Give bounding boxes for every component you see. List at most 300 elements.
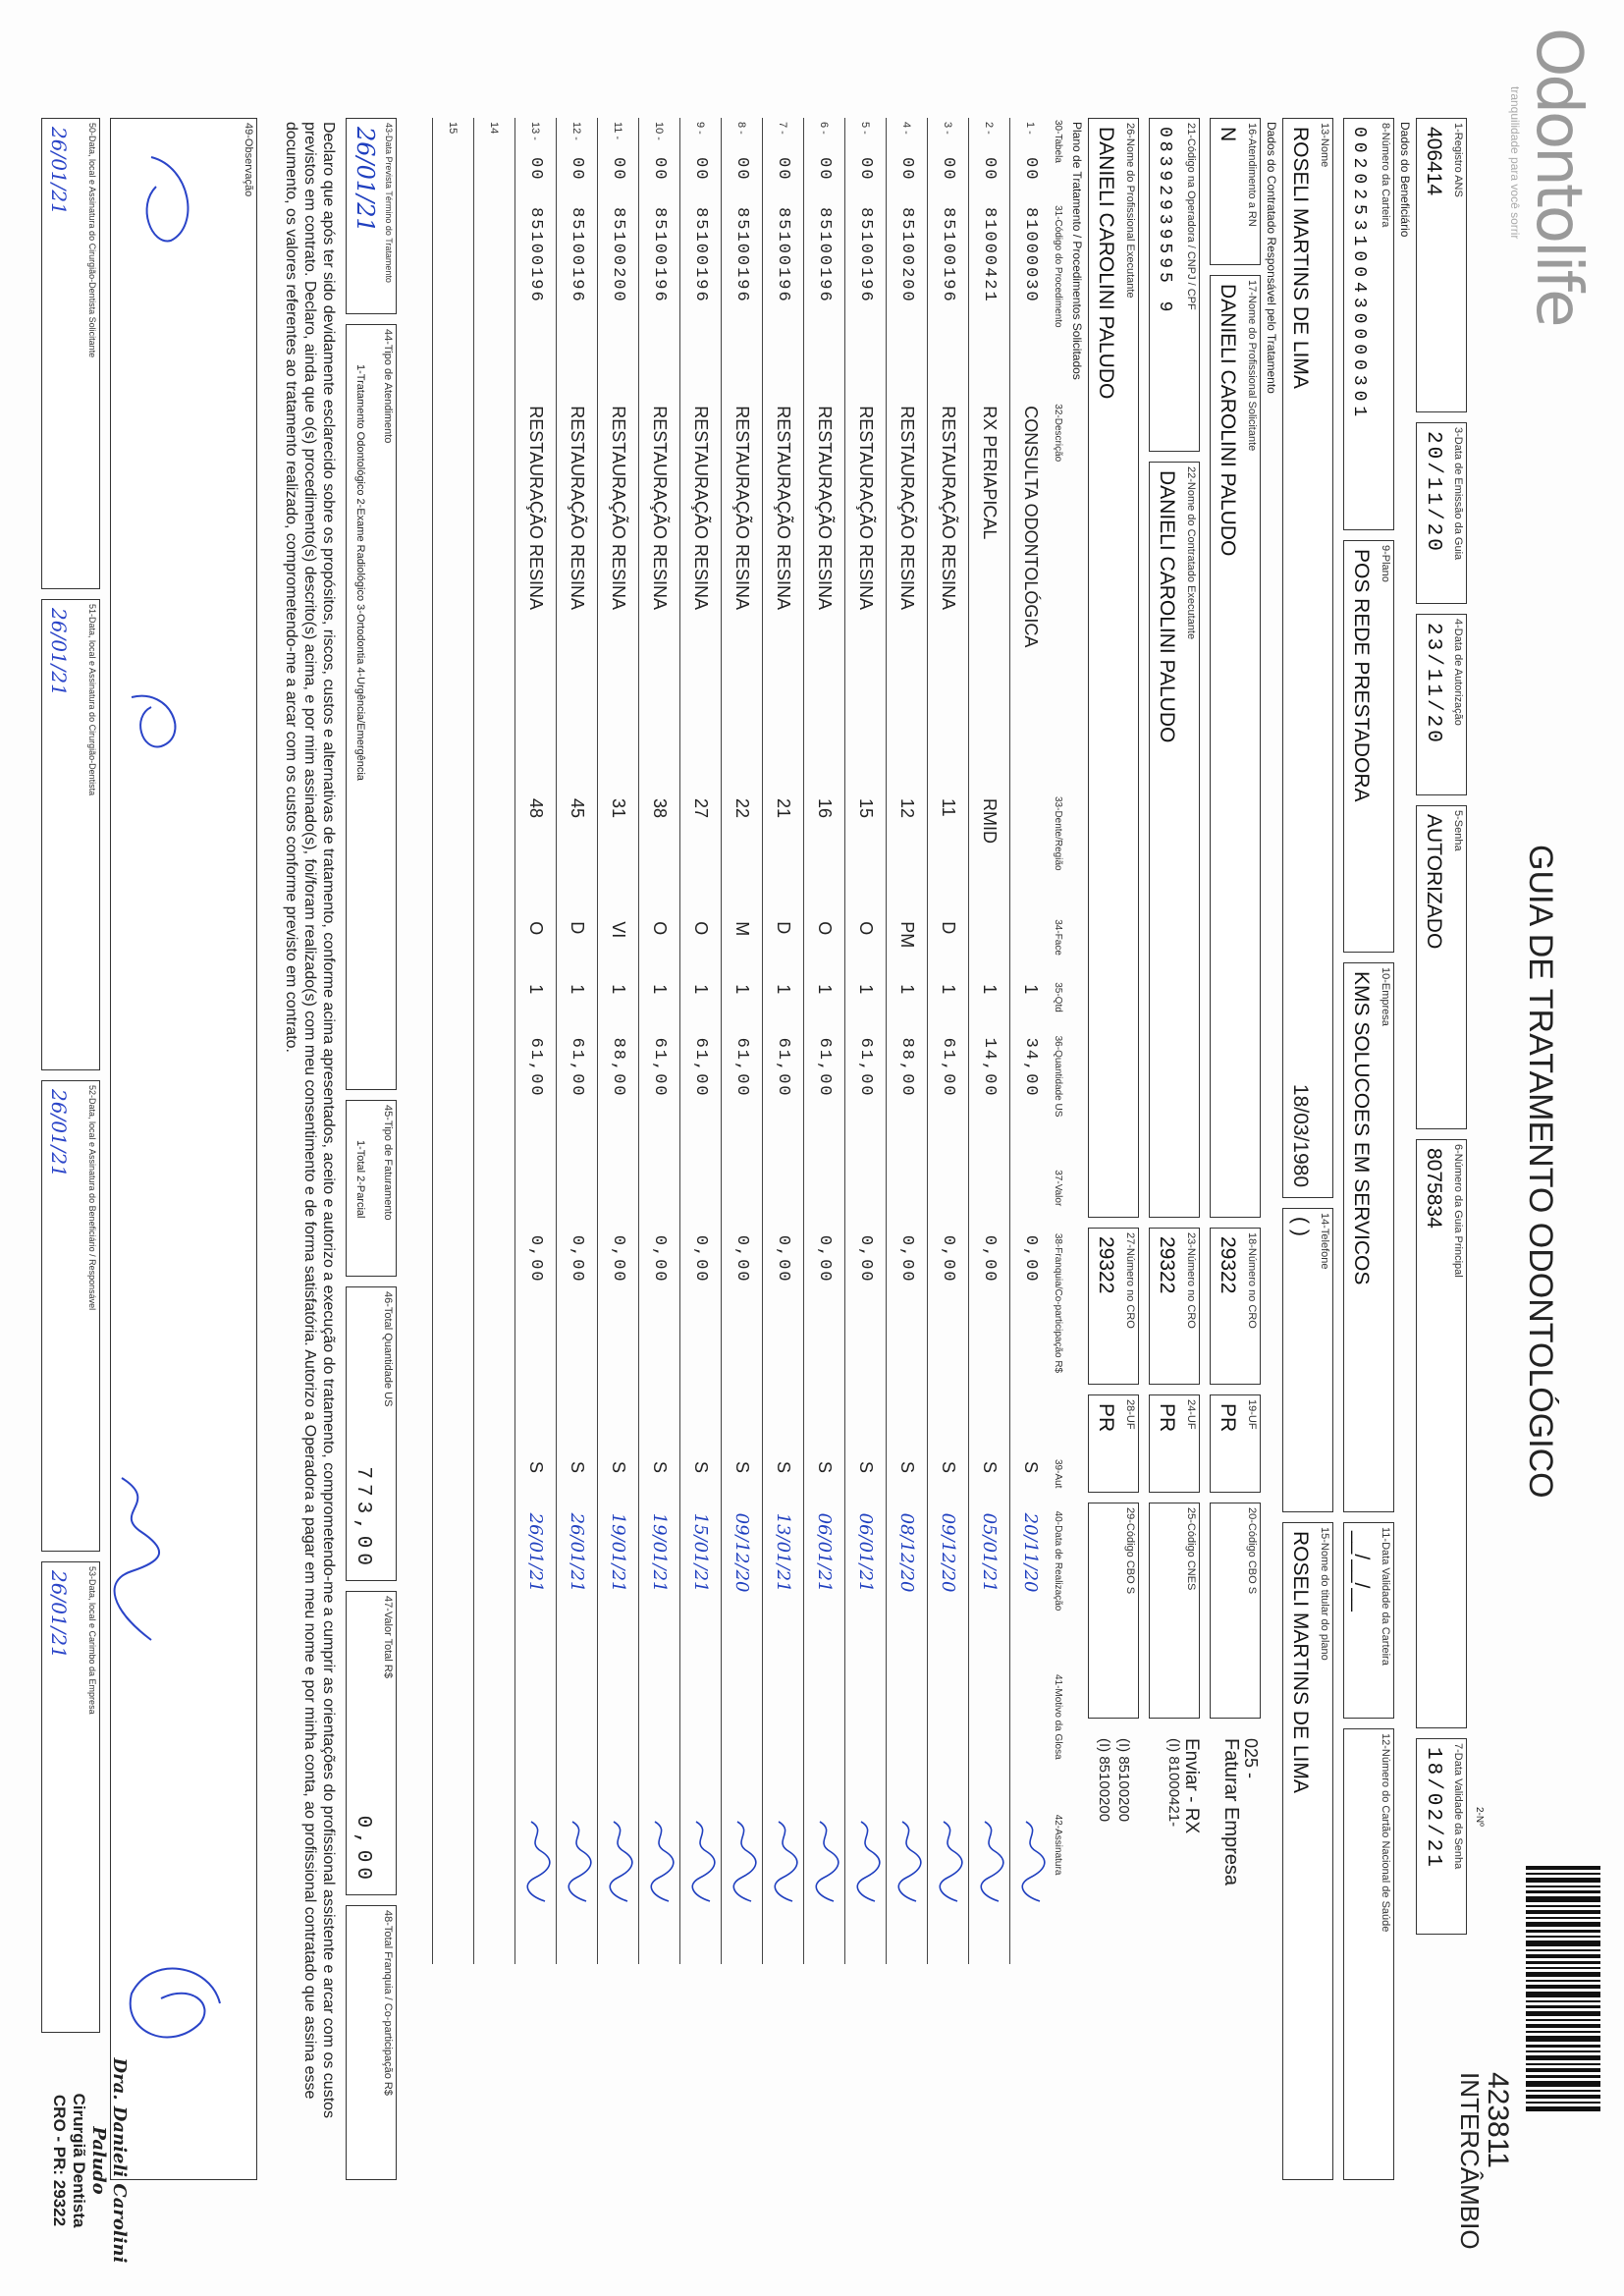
cell-us: 88,00 bbox=[598, 1034, 639, 1169]
field-valor-total[interactable]: 47-Valor Total R$ 0,00 bbox=[346, 1591, 397, 1895]
cell-aut: S bbox=[680, 1457, 722, 1509]
cell-descricao: RESTAURAÇÃO RESINA bbox=[515, 402, 557, 794]
stamp-name: Dra. Danieli Carolini Paludo bbox=[88, 2057, 130, 2264]
cell-face: VI bbox=[598, 917, 639, 980]
cell-descricao: RESTAURAÇÃO RESINA bbox=[639, 402, 680, 794]
cell-valor bbox=[969, 1168, 1010, 1231]
cell-descricao: RESTAURAÇÃO RESINA bbox=[722, 402, 763, 794]
cell-data: 09/12/20 bbox=[722, 1509, 763, 1672]
sig-box-50[interactable]: 50-Data, local e Assinatura do Cirurgião-Dentista Solicitante 26/01/21 bbox=[41, 118, 100, 589]
row-number: 13 - bbox=[515, 118, 557, 153]
row-signature-scribble bbox=[606, 1817, 635, 1905]
cell-descricao: RESTAURAÇÃO RESINA bbox=[928, 402, 969, 794]
row-number: 10 - bbox=[639, 118, 680, 153]
field-guia-principal[interactable]: 6-Número da Guia Principal 8075834 bbox=[1416, 1139, 1467, 1728]
row-signature-scribble bbox=[523, 1817, 553, 1905]
cell-data: 09/12/20 bbox=[928, 1509, 969, 1672]
sig-box-52[interactable]: 52-Data, local e Assinatura do Beneficiário / Responsável 26/01/21 bbox=[41, 1080, 100, 1552]
field-data-autorizacao[interactable]: 4-Data de Autorização 23/11/20 bbox=[1416, 614, 1467, 795]
cell-valor bbox=[639, 1168, 680, 1231]
cell-aut bbox=[474, 1457, 515, 1509]
cell-data: 06/01/21 bbox=[804, 1509, 845, 1672]
cell-franquia: 0,00 bbox=[887, 1231, 928, 1457]
cell-face: D bbox=[557, 917, 598, 980]
cell-aut: S bbox=[887, 1457, 928, 1509]
table-row[interactable] bbox=[845, 118, 887, 1964]
cell-dente: RMID bbox=[969, 794, 1010, 917]
cell-aut: S bbox=[845, 1457, 887, 1509]
cell-data: 06/01/21 bbox=[845, 1509, 887, 1672]
cell-face: O bbox=[804, 917, 845, 980]
cell-data: 19/01/21 bbox=[639, 1509, 680, 1672]
cell-franquia: 0,00 bbox=[1010, 1231, 1052, 1457]
row-signature-scribble bbox=[730, 1817, 759, 1905]
cell-dente bbox=[1010, 794, 1052, 917]
cell-qtd: 1 bbox=[598, 980, 639, 1033]
cell-valor bbox=[474, 1168, 515, 1231]
barcode bbox=[1526, 1866, 1600, 2111]
cell-data: 08/12/20 bbox=[887, 1509, 928, 1672]
cell-franquia: 0,00 bbox=[639, 1231, 680, 1457]
col-glosa: 41-Motivo da Glosa bbox=[1053, 1673, 1064, 1760]
cell-franquia: 0,00 bbox=[969, 1231, 1010, 1457]
cell-franquia: 0,00 bbox=[928, 1231, 969, 1457]
cell-tabela: 00 bbox=[887, 153, 928, 203]
row-number: 9 - bbox=[680, 118, 722, 153]
cell-data: 15/01/21 bbox=[680, 1509, 722, 1672]
table-row[interactable] bbox=[474, 118, 515, 1964]
cell-glosa bbox=[928, 1672, 969, 1813]
cell-codigo: 85100196 bbox=[680, 203, 722, 402]
cell-codigo: 85100196 bbox=[722, 203, 763, 402]
cell-glosa bbox=[515, 1672, 557, 1813]
cell-assinatura bbox=[639, 1813, 680, 1964]
cell-face: O bbox=[639, 917, 680, 980]
col-tabela: 30-Tabela bbox=[1053, 120, 1064, 163]
row-number: 14 bbox=[474, 118, 515, 153]
cell-glosa bbox=[887, 1672, 928, 1813]
field-codigo-operadora[interactable]: 21-Código na Operadora / CNPJ / CPF 08392939595 9 bbox=[1149, 118, 1200, 452]
cell-us bbox=[474, 1034, 515, 1169]
cell-dente: 12 bbox=[887, 794, 928, 917]
cell-glosa bbox=[433, 1672, 474, 1813]
cell-descricao: RESTAURAÇÃO RESINA bbox=[680, 402, 722, 794]
signature-scribble-3 bbox=[112, 678, 200, 766]
procedures-table bbox=[432, 118, 1066, 1964]
table-row[interactable] bbox=[1010, 118, 1052, 1964]
table-row[interactable] bbox=[722, 118, 763, 1964]
field-cbo-29[interactable]: 29-Código CBO S bbox=[1088, 1503, 1139, 1719]
cell-glosa bbox=[1010, 1672, 1052, 1813]
table-row[interactable] bbox=[598, 118, 639, 1964]
cell-franquia: 0,00 bbox=[515, 1231, 557, 1457]
section-beneficiario: Dados do Beneficiário bbox=[1398, 122, 1412, 238]
cell-data: 13/01/21 bbox=[763, 1509, 804, 1672]
cell-franquia: 0,00 bbox=[680, 1231, 722, 1457]
row-signature-scribble bbox=[771, 1817, 800, 1905]
cell-valor bbox=[557, 1168, 598, 1231]
cell-codigo: 85100196 bbox=[639, 203, 680, 402]
cell-glosa bbox=[763, 1672, 804, 1813]
cell-us: 61,00 bbox=[763, 1034, 804, 1169]
field-nome[interactable]: 13-Nome ROSELI MARTINS DE LIMA 18/03/1980 bbox=[1282, 118, 1333, 1198]
cell-aut: S bbox=[639, 1457, 680, 1509]
cell-assinatura bbox=[515, 1813, 557, 1964]
field-cbo-20[interactable]: 20-Código CBO S bbox=[1210, 1503, 1261, 1719]
cell-face: O bbox=[680, 917, 722, 980]
cell-us: 61,00 bbox=[639, 1034, 680, 1169]
cell-franquia: 0,00 bbox=[722, 1231, 763, 1457]
section-procedimentos: Plano de Tratamento / Procedimentos Solicitados bbox=[1070, 122, 1084, 380]
row-number: 3 - bbox=[928, 118, 969, 153]
row-signature-scribble bbox=[853, 1817, 883, 1905]
cell-valor bbox=[1010, 1168, 1052, 1231]
cell-valor bbox=[722, 1168, 763, 1231]
cell-tabela: 00 bbox=[763, 153, 804, 203]
cell-assinatura bbox=[598, 1813, 639, 1964]
signature-scribble-4 bbox=[132, 147, 210, 255]
field-senha[interactable]: 5-Senha AUTORIZADO bbox=[1416, 805, 1467, 1129]
cell-descricao: RX PERIAPICAL bbox=[969, 402, 1010, 794]
field-profissional-solicitante[interactable]: 17-Nome do Profissional Solicitante DANIELI CAROLINI PALUDO bbox=[1210, 275, 1261, 1218]
procedures-header-row bbox=[1051, 118, 1066, 1964]
cell-codigo: 85100196 bbox=[928, 203, 969, 402]
cell-valor bbox=[804, 1168, 845, 1231]
cell-qtd: 1 bbox=[845, 980, 887, 1033]
row-signature-scribble bbox=[1018, 1817, 1048, 1905]
cell-data: 05/01/21 bbox=[969, 1509, 1010, 1672]
cell-dente: 16 bbox=[804, 794, 845, 917]
cell-qtd: 1 bbox=[680, 980, 722, 1033]
cell-tabela: 00 bbox=[804, 153, 845, 203]
cell-us: 61,00 bbox=[722, 1034, 763, 1169]
cell-assinatura bbox=[557, 1813, 598, 1964]
cell-dente: 27 bbox=[680, 794, 722, 917]
cell-us: 61,00 bbox=[515, 1034, 557, 1169]
cell-assinatura bbox=[928, 1813, 969, 1964]
col-dente: 33-Dente/Região bbox=[1053, 795, 1064, 871]
row-signature-scribble bbox=[812, 1817, 841, 1905]
cell-assinatura bbox=[1010, 1813, 1052, 1964]
cell-glosa bbox=[639, 1672, 680, 1813]
col-face: 34-Face bbox=[1053, 919, 1064, 956]
cell-franquia bbox=[433, 1231, 474, 1457]
guide-type: INTERCÂMBIO bbox=[1455, 2072, 1485, 2250]
table-row[interactable] bbox=[557, 118, 598, 1964]
field-atendimento-rn[interactable]: 16-Atendimento a RN N bbox=[1210, 118, 1261, 265]
dentist-stamp bbox=[49, 2043, 130, 2278]
table-row[interactable] bbox=[515, 118, 557, 1964]
field-cro-23[interactable]: 23-Número no CRO 29322 bbox=[1149, 1228, 1200, 1385]
row-number: 12 - bbox=[557, 118, 598, 153]
cell-descricao: RESTAURAÇÃO RESINA bbox=[887, 402, 928, 794]
field-titular[interactable]: 15-Nome do titular do plano ROSELI MARTINS DE LIMA bbox=[1282, 1522, 1333, 2180]
row-signature-scribble bbox=[688, 1817, 718, 1905]
cell-us: 61,00 bbox=[804, 1034, 845, 1169]
cell-valor bbox=[515, 1168, 557, 1231]
field-plano[interactable]: 9-Plano POS REDE PRESTADORA bbox=[1343, 540, 1394, 953]
field-numero-carteira[interactable]: 8-Número da Carteira 0020253100430000301 bbox=[1343, 118, 1394, 530]
cell-dente: 11 bbox=[928, 794, 969, 917]
row-number: 11 - bbox=[598, 118, 639, 153]
col-codigo: 31-Código do Procedimento bbox=[1053, 205, 1064, 328]
cell-valor bbox=[887, 1168, 928, 1231]
cell-tabela: 00 bbox=[639, 153, 680, 203]
cell-qtd bbox=[433, 980, 474, 1033]
cell-aut: S bbox=[969, 1457, 1010, 1509]
cell-dente: 31 bbox=[598, 794, 639, 917]
table-row[interactable] bbox=[639, 118, 680, 1964]
cell-aut: S bbox=[1010, 1457, 1052, 1509]
field-tipo-faturamento[interactable]: 45-Tipo de Faturamento 1-Total 2-Parcial bbox=[346, 1100, 397, 1277]
cell-qtd bbox=[474, 980, 515, 1033]
cell-assinatura bbox=[804, 1813, 845, 1964]
cell-face bbox=[474, 917, 515, 980]
cell-assinatura bbox=[433, 1813, 474, 1964]
cell-tabela: 00 bbox=[680, 153, 722, 203]
field-cro-27[interactable]: 27-Número no CRO 29322 bbox=[1088, 1228, 1139, 1385]
col-us: 36-Quantidade US bbox=[1053, 1035, 1064, 1118]
cell-data bbox=[433, 1509, 474, 1672]
cell-glosa bbox=[557, 1672, 598, 1813]
col-descricao: 32-Descrição bbox=[1053, 404, 1064, 463]
table-row[interactable] bbox=[928, 118, 969, 1964]
cell-codigo: 85100196 bbox=[557, 203, 598, 402]
field-total-franquia[interactable]: 48-Total Franquia / Co-participação R$ bbox=[346, 1905, 397, 2180]
col-qtd: 35-Qtd bbox=[1053, 982, 1064, 1012]
field-total-quantidade-us[interactable]: 46-Total Quantidade US 773,00 bbox=[346, 1286, 397, 1581]
cell-data: 19/01/21 bbox=[598, 1509, 639, 1672]
field-tipo-atendimento[interactable]: 44-Tipo de Atendimento 1-Tratamento Odontológico 2-Exame Radiológico 3-Ortodontia 4-Urgência/Emergência bbox=[346, 324, 397, 1090]
field-registro-ans[interactable]: 1-Registro ANS 406414 bbox=[1416, 118, 1467, 412]
cell-glosa bbox=[680, 1672, 722, 1813]
cell-codigo: 85100196 bbox=[515, 203, 557, 402]
cell-descricao: RESTAURAÇÃO RESINA bbox=[598, 402, 639, 794]
row-number: 1 - bbox=[1010, 118, 1052, 153]
cell-qtd: 1 bbox=[557, 980, 598, 1033]
row-signature-scribble bbox=[977, 1817, 1006, 1905]
field-uf-24[interactable]: 24-UF PR bbox=[1149, 1394, 1200, 1493]
cell-glosa bbox=[474, 1672, 515, 1813]
cell-tabela: 00 bbox=[928, 153, 969, 203]
table-row[interactable] bbox=[433, 118, 474, 1964]
cell-codigo: 85100200 bbox=[598, 203, 639, 402]
cell-qtd: 1 bbox=[969, 980, 1010, 1033]
cell-data: 20/11/20 bbox=[1010, 1509, 1052, 1672]
field-observacao[interactable]: 49-Observação bbox=[110, 118, 257, 2180]
row-number: 8 - bbox=[722, 118, 763, 153]
cell-face: M bbox=[722, 917, 763, 980]
col-valor: 37-Valor bbox=[1053, 1170, 1064, 1207]
cell-dente: 22 bbox=[722, 794, 763, 917]
cell-assinatura bbox=[680, 1813, 722, 1964]
cell-dente: 15 bbox=[845, 794, 887, 917]
cell-aut: S bbox=[804, 1457, 845, 1509]
row-number: 7 - bbox=[763, 118, 804, 153]
cell-face: O bbox=[845, 917, 887, 980]
cell-assinatura bbox=[969, 1813, 1010, 1964]
field-uf-19[interactable]: 19-UF PR bbox=[1210, 1394, 1261, 1493]
cell-tabela: 00 bbox=[515, 153, 557, 203]
cell-us: 34,00 bbox=[1010, 1034, 1052, 1169]
cell-aut: S bbox=[598, 1457, 639, 1509]
cell-qtd: 1 bbox=[639, 980, 680, 1033]
sig-box-51[interactable]: 51-Data, local e Assinatura do Cirurgião-Dentista 26/01/21 bbox=[41, 599, 100, 1070]
cell-tabela: 00 bbox=[722, 153, 763, 203]
cell-dente: 38 bbox=[639, 794, 680, 917]
field-data-emissao[interactable]: 3-Data de Emissão da Guia 20/11/20 bbox=[1416, 422, 1467, 604]
col-data: 40-Data de Realização bbox=[1053, 1510, 1064, 1612]
faturamento-note-2: Enviar - RX (I) 81000421- bbox=[1165, 1738, 1202, 1834]
cell-codigo: 85100196 bbox=[763, 203, 804, 402]
cell-codigo bbox=[433, 203, 474, 402]
cell-qtd: 1 bbox=[887, 980, 928, 1033]
cell-qtd: 1 bbox=[722, 980, 763, 1033]
cell-tabela: 00 bbox=[969, 153, 1010, 203]
field-cro-18[interactable]: 18-Número no CRO 29322 bbox=[1210, 1228, 1261, 1385]
guide-number-label: 2-Nº bbox=[1474, 1807, 1485, 1827]
cell-aut: S bbox=[557, 1457, 598, 1509]
cell-valor bbox=[845, 1168, 887, 1231]
col-aut: 39-Aut bbox=[1053, 1458, 1064, 1489]
cell-data: 26/01/21 bbox=[515, 1509, 557, 1672]
cell-franquia: 0,00 bbox=[763, 1231, 804, 1457]
table-row[interactable] bbox=[887, 118, 928, 1964]
cell-descricao: CONSULTA ODONTOLÓGICA bbox=[1010, 402, 1052, 794]
cell-assinatura bbox=[887, 1813, 928, 1964]
cell-data: 26/01/21 bbox=[557, 1509, 598, 1672]
data-nascimento: 18/03/1980 bbox=[1289, 1083, 1312, 1187]
cell-assinatura bbox=[763, 1813, 804, 1964]
cell-dente: 45 bbox=[557, 794, 598, 917]
row-signature-scribble bbox=[894, 1817, 924, 1905]
cell-codigo: 81000421 bbox=[969, 203, 1010, 402]
cell-codigo: 85100196 bbox=[804, 203, 845, 402]
row-number: 15 bbox=[433, 118, 474, 153]
cell-glosa bbox=[804, 1672, 845, 1813]
cell-qtd: 1 bbox=[515, 980, 557, 1033]
cell-codigo bbox=[474, 203, 515, 402]
stamp-cro: CRO - PR: 29322 bbox=[50, 2094, 69, 2227]
cell-franquia: 0,00 bbox=[598, 1231, 639, 1457]
cell-valor bbox=[598, 1168, 639, 1231]
col-assinatura: 42-Assinatura bbox=[1053, 1814, 1064, 1876]
cell-tabela: 00 bbox=[557, 153, 598, 203]
faturamento-note: 025 - Faturar Empresa bbox=[1220, 1738, 1261, 1886]
cell-franquia: 0,00 bbox=[557, 1231, 598, 1457]
row-number: 4 - bbox=[887, 118, 928, 153]
cell-tabela bbox=[433, 153, 474, 203]
field-validade-senha[interactable]: 7-Data Validade da Senha 18/02/21 bbox=[1416, 1738, 1467, 1935]
page-title: GUIA DE TRATAMENTO ODONTOLÓGICO bbox=[1522, 845, 1559, 1499]
cell-descricao bbox=[433, 402, 474, 794]
cell-descricao: RESTAURAÇÃO RESINA bbox=[804, 402, 845, 794]
cell-aut bbox=[433, 1457, 474, 1509]
cell-face: D bbox=[763, 917, 804, 980]
cell-qtd: 1 bbox=[928, 980, 969, 1033]
cell-valor bbox=[763, 1168, 804, 1231]
cell-face: D bbox=[928, 917, 969, 980]
cell-aut: S bbox=[722, 1457, 763, 1509]
cell-face bbox=[969, 917, 1010, 980]
table-row[interactable] bbox=[804, 118, 845, 1964]
cell-dente: 21 bbox=[763, 794, 804, 917]
logo-tagline: tranquilidade para você sorrir bbox=[1508, 86, 1522, 240]
field-telefone[interactable]: 14-Telefone ( ) bbox=[1282, 1208, 1333, 1512]
table-row[interactable] bbox=[680, 118, 722, 1964]
table-row[interactable] bbox=[763, 118, 804, 1964]
cell-descricao: RESTAURAÇÃO RESINA bbox=[557, 402, 598, 794]
cell-descricao: RESTAURAÇÃO RESINA bbox=[763, 402, 804, 794]
field-empresa[interactable]: 10-Empresa KMS SOLUCOES EM SERVICOS bbox=[1343, 962, 1394, 1512]
cell-us: 14,00 bbox=[969, 1034, 1010, 1169]
row-signature-scribble bbox=[936, 1817, 965, 1905]
cell-codigo: 85100196 bbox=[845, 203, 887, 402]
cell-us bbox=[433, 1034, 474, 1169]
cell-franquia: 0,00 bbox=[845, 1231, 887, 1457]
cell-codigo: 81000030 bbox=[1010, 203, 1052, 402]
col-franquia: 38-Franquia/Co-participação R$ bbox=[1053, 1232, 1064, 1374]
field-previsao-termino[interactable]: 43-Data Prevista Término do Tratamento 26/01/21 bbox=[346, 118, 397, 314]
cell-franquia: 0,00 bbox=[804, 1231, 845, 1457]
cell-qtd: 1 bbox=[763, 980, 804, 1033]
cell-tabela: 00 bbox=[845, 153, 887, 203]
cell-glosa bbox=[845, 1672, 887, 1813]
cell-tabela: 00 bbox=[598, 153, 639, 203]
cell-dente bbox=[433, 794, 474, 917]
cell-franquia bbox=[474, 1231, 515, 1457]
cell-valor bbox=[680, 1168, 722, 1231]
cell-dente: 48 bbox=[515, 794, 557, 917]
cell-face bbox=[433, 917, 474, 980]
cell-qtd: 1 bbox=[1010, 980, 1052, 1033]
field-validade-carteira[interactable]: 11-Data Validade da Carteira __/__/__ bbox=[1343, 1522, 1394, 1719]
cell-us: 61,00 bbox=[928, 1034, 969, 1169]
field-contratado-executante[interactable]: 22-Nome do Contratado Executante DANIELI CAROLINI PALUDO bbox=[1149, 462, 1200, 1218]
cell-glosa bbox=[598, 1672, 639, 1813]
row-signature-scribble bbox=[565, 1817, 594, 1905]
cell-us: 88,00 bbox=[887, 1034, 928, 1169]
signature-scribble-2 bbox=[112, 1944, 230, 2062]
row-number: 2 - bbox=[969, 118, 1010, 153]
cell-tabela: 00 bbox=[1010, 153, 1052, 203]
cell-assinatura bbox=[845, 1813, 887, 1964]
cell-valor bbox=[928, 1168, 969, 1231]
declaration-text: Declaro que após ter sido devidamente esclarecido sobre os propósitos, riscos, custos e alternativas de tratamento, conforme acima apresentados, aceito e autorizo a execução do tratamento, comprometendo-me a cumprir as orientações do profissional assistente e arcar com os custos previstos em contrato. Declaro, ainda que o(s) procedimento(s) descrito(s) acima, e por mim assinado(s), foi/foram realizado(s) com meu consentimento e de forma satisfatória. Autorizo a Operadora a pagar em meu nome e por minha conta, ao profissional contratado que assina esse documento, os valores referentes ao tratamento realizado, comprometendo-me a arcar com os custos conforme previsto em contrato. bbox=[283, 122, 337, 2119]
field-profissional-executante[interactable]: 26-Nome do Profissional Executante DANIELI CAROLINI PALUDO bbox=[1088, 118, 1139, 1218]
cell-aut: S bbox=[928, 1457, 969, 1509]
signature-scribble-1 bbox=[102, 1473, 171, 1650]
section-contratado: Dados do Contratado Responsável pelo Tratamento bbox=[1265, 122, 1278, 394]
cell-face: PM bbox=[887, 917, 928, 980]
field-uf-28[interactable]: 28-UF PR bbox=[1088, 1394, 1139, 1493]
row-number: 5 - bbox=[845, 118, 887, 153]
field-cnes-25[interactable]: 25-Código CNES bbox=[1149, 1503, 1200, 1719]
cell-data bbox=[474, 1509, 515, 1672]
logo bbox=[1477, 27, 1595, 325]
cell-us: 61,00 bbox=[557, 1034, 598, 1169]
field-cartao-nacional[interactable]: 12-Número do Cartão Nacional de Saúde bbox=[1343, 1728, 1394, 2180]
stamp-title: Cirurgiã Dentista bbox=[70, 2093, 88, 2228]
cell-assinatura bbox=[474, 1813, 515, 1964]
cell-descricao bbox=[474, 402, 515, 794]
sig-box-53[interactable]: 53-Data, local e Carimbo da Empresa 26/01/21 bbox=[41, 1561, 100, 2033]
cell-glosa bbox=[722, 1672, 763, 1813]
cell-tabela bbox=[474, 153, 515, 203]
table-row[interactable] bbox=[969, 118, 1010, 1964]
logo-text: Odontolife bbox=[1522, 27, 1595, 325]
cell-qtd: 1 bbox=[804, 980, 845, 1033]
